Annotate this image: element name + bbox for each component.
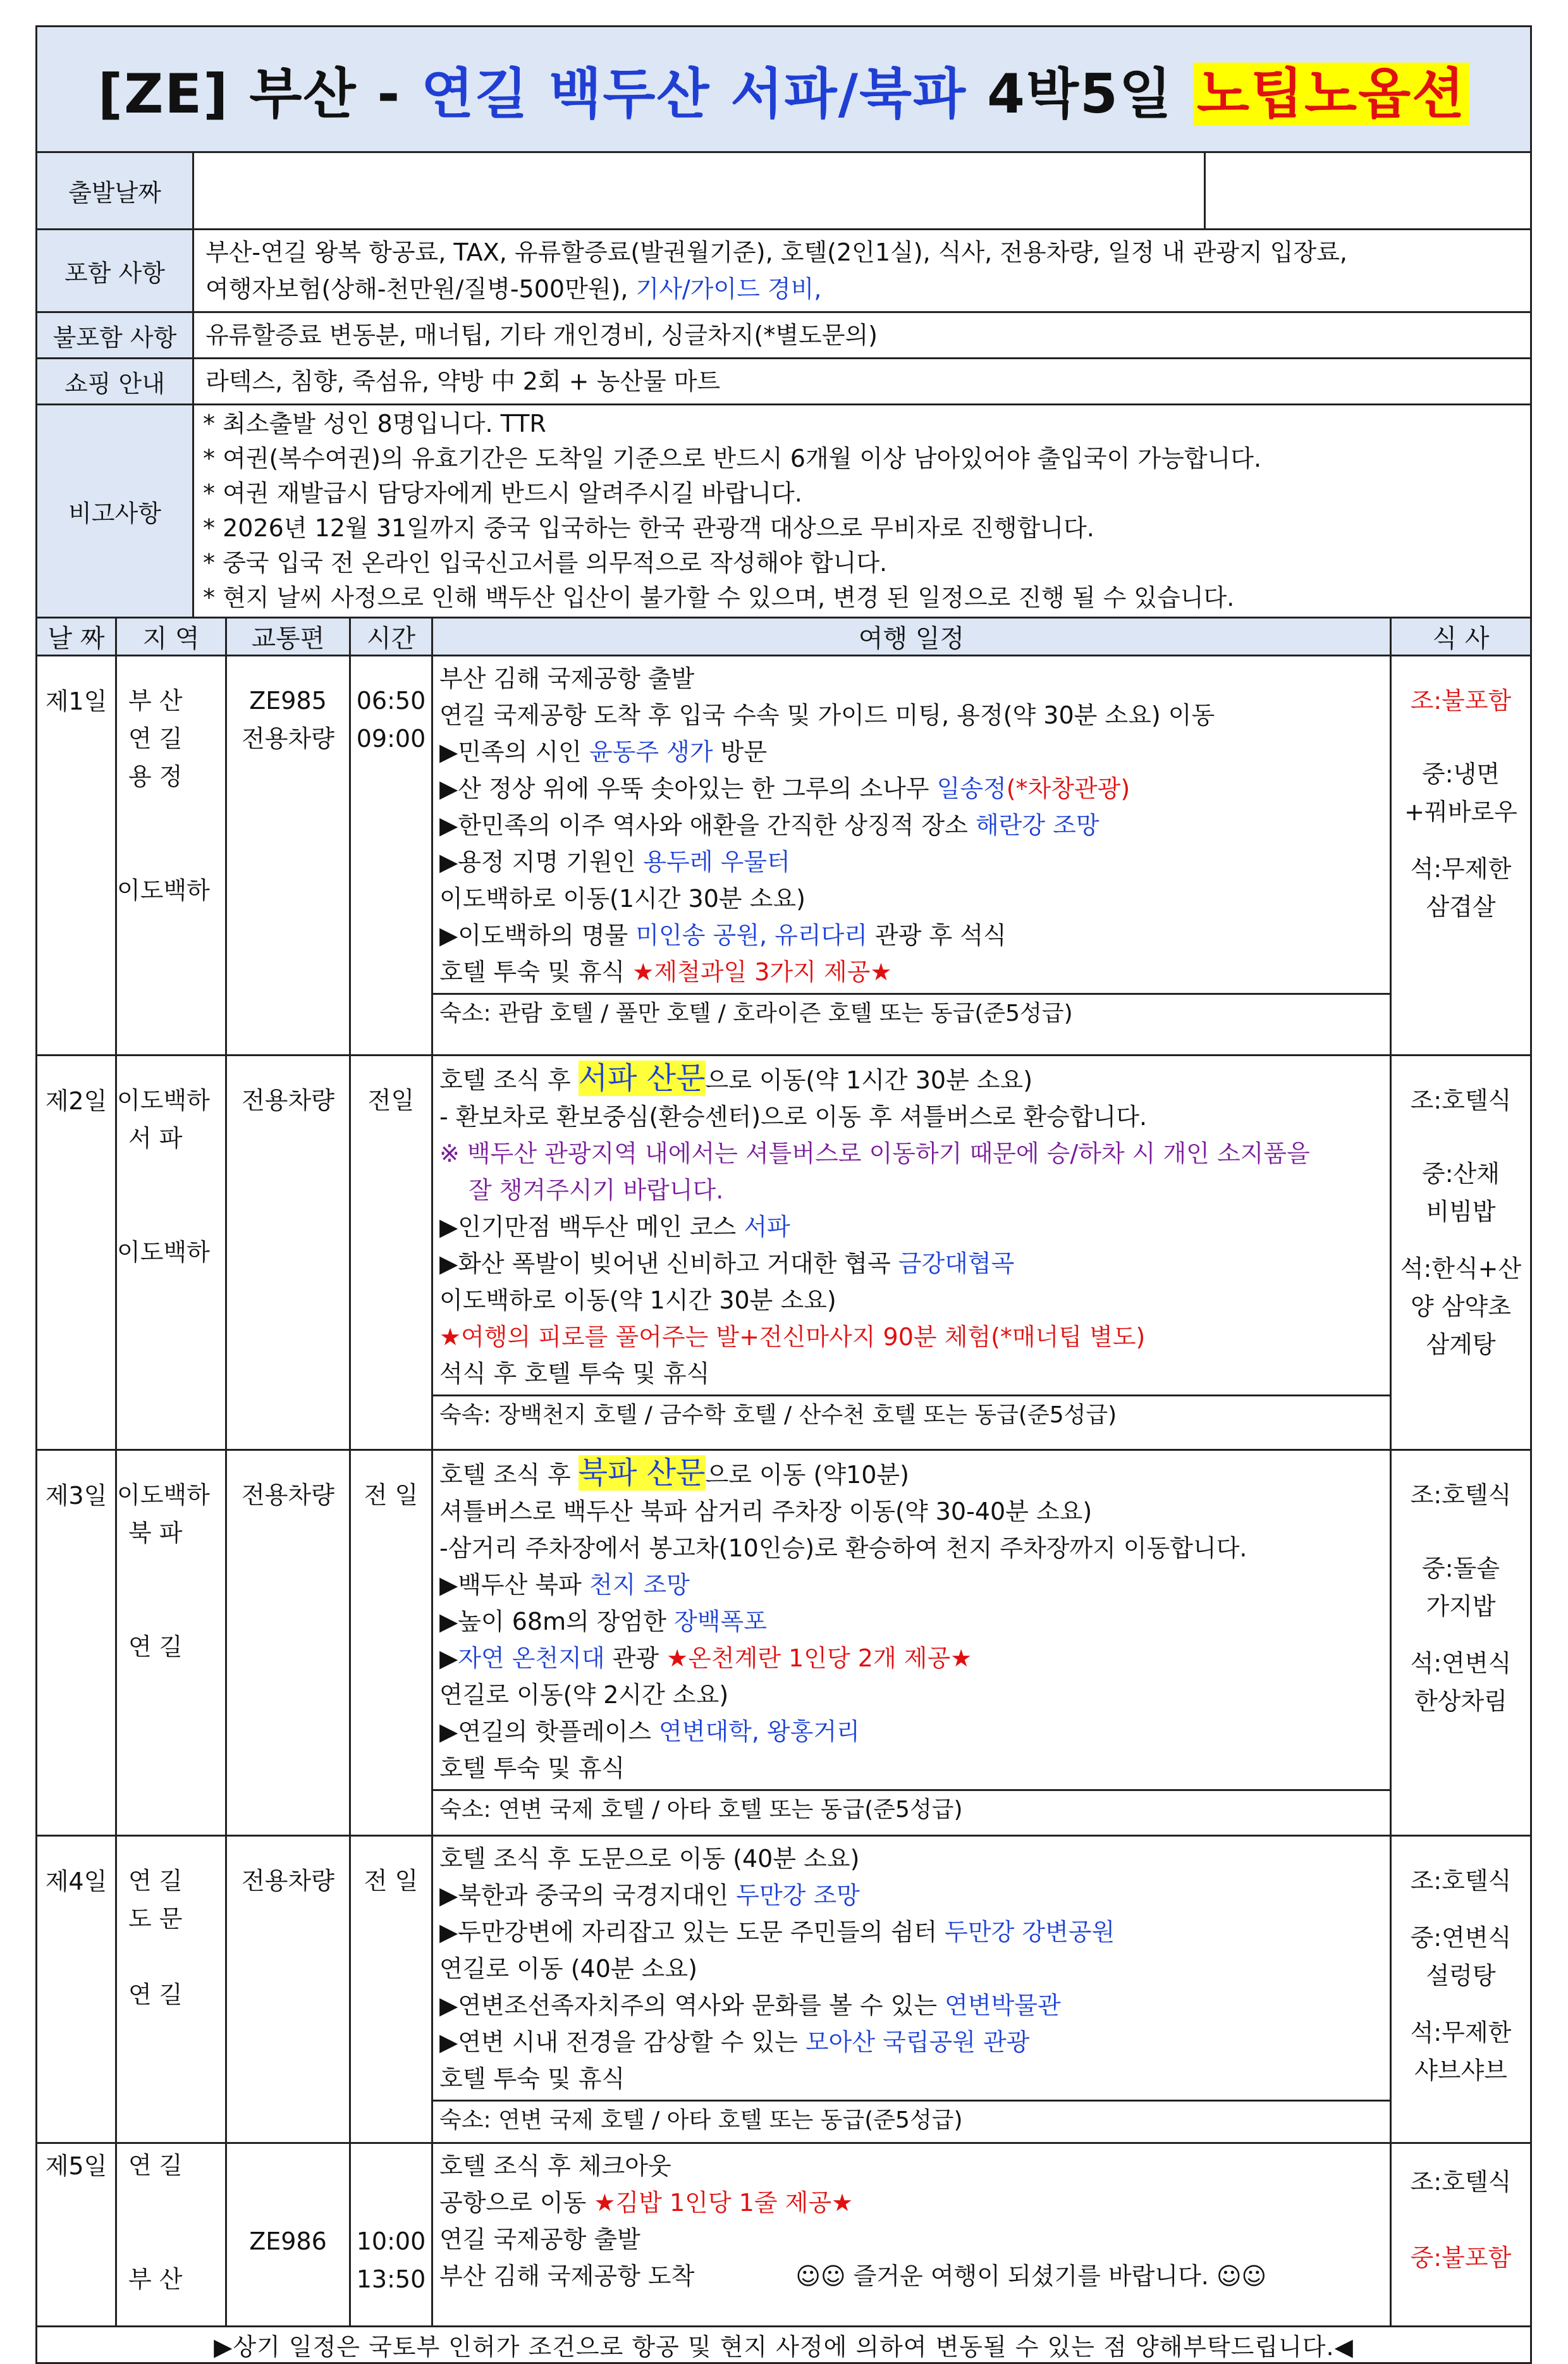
plan-line bbox=[439, 2258, 1383, 2294]
day-label: 제1일 bbox=[37, 656, 116, 1056]
region: 이도백하 bbox=[117, 1238, 210, 1266]
day-regions bbox=[116, 1836, 226, 2143]
title-bar bbox=[37, 27, 1531, 152]
plan-text: ▶연변조선족자치주의 역사와 문화를 볼 수 있는 bbox=[439, 1992, 945, 2019]
day-meals bbox=[1391, 1450, 1531, 1836]
plan-line bbox=[439, 1713, 1383, 1750]
meal-lunch: 설렁탕 bbox=[1426, 1962, 1496, 1990]
plan-text: ▶산 정상 위에 우뚝 솟아있는 한 그루의 소나무 bbox=[439, 775, 937, 803]
day-transport bbox=[226, 2143, 350, 2327]
plan-line bbox=[439, 807, 1383, 844]
plan-line bbox=[439, 844, 1383, 880]
plan-line bbox=[439, 1914, 1383, 1950]
day-row-1 bbox=[37, 656, 1531, 1056]
day-meals bbox=[1391, 1056, 1531, 1450]
shopping-label: 쇼핑 안내 bbox=[37, 359, 193, 405]
plan-text: ▶연변 시내 전경을 감상할 수 있는 bbox=[439, 2028, 805, 2056]
plan-text: 으로 이동(약 1시간 30분 소요) bbox=[705, 1066, 1033, 1094]
plan-highlight: 미인송 공원, 유리다리 bbox=[635, 921, 867, 949]
transport-mode: 전용차량 bbox=[242, 725, 334, 753]
plan-text: ▶백두산 북파 bbox=[439, 1571, 589, 1599]
meal-dinner: 한상차림 bbox=[1414, 1687, 1507, 1715]
region: 연 길 bbox=[128, 2152, 183, 2179]
included-text: 여행자보험(상해-천만원/질병-500만원), bbox=[205, 275, 636, 303]
day-meals bbox=[1391, 2143, 1531, 2327]
plan-line: 부산 김해 국제공항 출발 bbox=[439, 665, 695, 693]
plan-text: ▶용정 지명 기원인 bbox=[439, 848, 644, 876]
meal-dinner: 석:한식+산 bbox=[1400, 1255, 1522, 1283]
remark-item: * 여권(복수여권)의 유효기간은 도착일 기준으로 반드시 6개월 이상 남아있어야 출입국이 가능합니다. bbox=[203, 445, 1262, 472]
region: 이도백하 bbox=[117, 877, 210, 904]
plan-text: 공항으로 이동 bbox=[439, 2189, 594, 2217]
meal-lunch: 비빔밥 bbox=[1426, 1198, 1496, 1226]
plan-warning: ※ 백두산 관광지역 내에서는 셔틀버스로 이동하기 때문에 승/하차 시 개인 소지품을 bbox=[439, 1140, 1310, 1167]
included-highlight: 기사/가이드 경비, bbox=[635, 275, 822, 303]
title-destination: 연길 백두산 서파/북파 bbox=[421, 63, 967, 126]
plan-highlight: 서파 bbox=[744, 1213, 790, 1241]
plan-text: ▶연길의 핫플레이스 bbox=[439, 1718, 659, 1745]
day-label: 제2일 bbox=[37, 1056, 116, 1450]
day-regions bbox=[116, 2143, 226, 2327]
plan-highlight: 천지 조망 bbox=[589, 1571, 690, 1599]
plan-line: 셔틀버스로 백두산 북파 삼거리 주차장 이동(약 30-40분 소요) bbox=[439, 1498, 1093, 1525]
included-line: 부산-연길 왕복 항공료, TAX, 유류할증료(발권월기준), 호텔(2인1실), 식사, 전용차량, 일정 내 관광지 입장료, bbox=[205, 238, 1347, 266]
plan-text: 관광 bbox=[604, 1644, 667, 1672]
day-regions bbox=[116, 656, 226, 1056]
plan-line: 이도백하로 이동(1시간 30분 소요) bbox=[439, 885, 805, 913]
plan-line: 석식 후 호텔 투숙 및 휴식 bbox=[439, 1360, 710, 1388]
day-plan bbox=[432, 1836, 1391, 2143]
region: 연 길 bbox=[128, 1633, 183, 1661]
region: 서 파 bbox=[128, 1124, 183, 1152]
plan-highlight: 자연 온천지대 bbox=[458, 1644, 605, 1672]
day-row-2 bbox=[37, 1056, 1531, 1450]
plan-bonus: ★제철과일 3가지 제공★ bbox=[632, 958, 892, 986]
col-meal: 식 사 bbox=[1391, 618, 1531, 656]
departure-label: 출발날짜 bbox=[37, 152, 193, 230]
title-duration: 4박5일 bbox=[967, 63, 1193, 126]
plan-bonus: ★여행의 피로를 풀어주는 발+전신마사지 90분 체험(*매너팁 별도) bbox=[439, 1323, 1146, 1351]
lodging-line: 숙소: 연변 국제 호텔 / 아타 호텔 또는 동급(준5성급) bbox=[433, 1789, 1390, 1829]
remarks-list bbox=[193, 405, 1531, 618]
departure-extra bbox=[1205, 152, 1531, 230]
plan-text: 호텔 조식 후 bbox=[439, 1066, 579, 1094]
plan-highlight: 용두레 우물터 bbox=[643, 848, 790, 876]
plan-line: 호텔 투숙 및 휴식 bbox=[439, 1754, 625, 1782]
included-label: 포함 사항 bbox=[37, 230, 193, 312]
day-regions bbox=[116, 1056, 226, 1450]
plan-line bbox=[439, 734, 1383, 770]
day-row-4 bbox=[37, 1836, 1531, 2143]
plan-text: ▶민족의 시인 bbox=[439, 738, 589, 766]
excluded-value: 유류할증료 변동분, 매너팁, 기타 개인경비, 싱글차지(*별도문의) bbox=[193, 312, 1531, 359]
shopping-value: 라텍스, 침향, 죽섬유, 약방 中 2회 + 농산물 마트 bbox=[193, 359, 1531, 405]
region: 연 길 bbox=[128, 1867, 183, 1895]
plan-note: (*차창관광) bbox=[1006, 775, 1130, 803]
plan-text: ▶북한과 중국의 국경지대인 bbox=[439, 1881, 737, 1909]
plan-highlight: 연변대학, 왕홍거리 bbox=[659, 1718, 860, 1745]
meal-lunch: +꿔바로우 bbox=[1404, 798, 1517, 826]
remark-item: * 최소출발 성인 8명입니다. TTR bbox=[203, 410, 546, 438]
plan-highlight: 두만강 조망 bbox=[736, 1881, 860, 1909]
meal-dinner: 석:무제한 bbox=[1410, 2019, 1512, 2047]
plan-line bbox=[439, 1567, 1383, 1603]
plan-highlight: 장백폭포 bbox=[674, 1608, 767, 1635]
day-label: 제4일 bbox=[37, 1836, 116, 2143]
region: 부 산 bbox=[128, 2265, 183, 2293]
time: 전 일 bbox=[350, 1450, 432, 1836]
plan-text: 호텔 투숙 및 휴식 bbox=[439, 958, 633, 986]
plan-highlight: 윤동주 생가 bbox=[589, 738, 713, 766]
col-region: 지 역 bbox=[116, 618, 226, 656]
plan-line: 연길로 이동(약 2시간 소요) bbox=[439, 1681, 729, 1709]
day-meals bbox=[1391, 1836, 1531, 2143]
page-title bbox=[98, 63, 1469, 126]
plan-text: ▶ bbox=[439, 1644, 458, 1672]
plan-line bbox=[439, 1603, 1383, 1640]
column-header-row bbox=[37, 618, 1531, 656]
meal-dinner: 샤브샤브 bbox=[1414, 2057, 1507, 2084]
region: 도 문 bbox=[128, 1905, 183, 1933]
meal-lunch: 중:냉면 bbox=[1422, 760, 1500, 788]
plan-text: ▶두만강변에 자리잡고 있는 도문 주민들의 쉼터 bbox=[439, 1918, 945, 1946]
day-regions bbox=[116, 1450, 226, 1836]
col-day: 날 짜 bbox=[37, 618, 116, 656]
plan-line bbox=[439, 1455, 1383, 1493]
plan-highlight: 해란강 조망 bbox=[975, 811, 1099, 839]
meal-dinner: 석:무제한 bbox=[1410, 855, 1512, 883]
day-plan bbox=[432, 1450, 1391, 1836]
plan-line bbox=[439, 954, 1383, 990]
meal-breakfast: 조:호텔식 bbox=[1410, 1867, 1512, 1895]
col-transport: 교통편 bbox=[226, 618, 350, 656]
plan-highlight: 일송정 bbox=[936, 775, 1007, 803]
plan-gate-highlight: 서파 산문 bbox=[578, 1061, 706, 1096]
included-value bbox=[193, 230, 1531, 312]
plan-line: 연길 국제공항 도착 후 입국 수속 및 가이드 미팅, 용정(약 30분 소요) 이동 bbox=[439, 701, 1215, 729]
lodging-line: 숙소: 연변 국제 호텔 / 아타 호텔 또는 동급(준5성급) bbox=[433, 2100, 1390, 2139]
plan-line: 연길 국제공항 출발 bbox=[439, 2225, 640, 2253]
lodging-line: 숙소: 관람 호텔 / 풀만 호텔 / 호라이즌 호텔 또는 동급(준5성급) bbox=[433, 993, 1390, 1033]
region: 이도백하 bbox=[117, 1087, 210, 1114]
region: 용 정 bbox=[128, 763, 183, 791]
time: 전 일 bbox=[350, 1836, 432, 2143]
plan-line bbox=[439, 1060, 1383, 1099]
transport-mode: 전용차량 bbox=[226, 1450, 350, 1836]
time: 06:50 bbox=[356, 687, 426, 715]
meal-lunch: 중:불포함 bbox=[1410, 2244, 1512, 2272]
day-label: 제3일 bbox=[37, 1450, 116, 1836]
time: 전일 bbox=[350, 1056, 432, 1450]
region: 연 길 bbox=[128, 1981, 183, 2009]
plan-text: ▶한민족의 이주 역사와 애환을 간직한 상징적 장소 bbox=[439, 811, 976, 839]
itinerary-sheet bbox=[35, 25, 1530, 2364]
meal-breakfast: 조:호텔식 bbox=[1410, 2168, 1512, 2196]
region: 부 산 bbox=[128, 687, 183, 715]
remark-item: * 중국 입국 전 온라인 입국신고서를 의무적으로 작성해야 합니다. bbox=[203, 549, 888, 577]
day-times bbox=[350, 656, 432, 1056]
remark-item: * 2026년 12월 31일까지 중국 입국하는 한국 관광객 대상으로 무비자로 진행합니다. bbox=[203, 514, 1094, 542]
region: 북 파 bbox=[128, 1519, 183, 1547]
plan-text: 방문 bbox=[713, 738, 768, 766]
day-transport bbox=[226, 656, 350, 1056]
plan-warning: 잘 챙겨주시기 바랍니다. bbox=[469, 1176, 724, 1204]
plan-text: 관광 후 석식 bbox=[867, 921, 1007, 949]
plan-line: 호텔 투숙 및 휴식 bbox=[439, 2065, 625, 2093]
plan-gate-highlight: 북파 산문 bbox=[578, 1455, 706, 1491]
plan-line bbox=[439, 1987, 1383, 2024]
meal-dinner: 삼겹살 bbox=[1426, 893, 1496, 921]
plan-line bbox=[439, 1640, 1383, 1677]
transport-mode: 전용차량 bbox=[226, 1836, 350, 2143]
day-plan bbox=[432, 2143, 1391, 2327]
plan-highlight: 금강대협곡 bbox=[898, 1250, 1015, 1277]
title-prefix: [ZE] 부산 - bbox=[97, 63, 422, 126]
farewell-message: ☺☺ 즐거운 여행이 되셨기를 바랍니다. ☺☺ bbox=[795, 2262, 1267, 2290]
meal-lunch: 중:산채 bbox=[1422, 1160, 1500, 1188]
region: 연 길 bbox=[128, 725, 183, 753]
footer-notice: ▶상기 일정은 국토부 인허가 조건으로 항공 및 현지 사정에 의하여 변동될 수 있는 점 양해부탁드립니다.◀ bbox=[37, 2327, 1531, 2363]
meal-lunch: 중:연변식 bbox=[1410, 1924, 1512, 1952]
plan-line: 호텔 조식 후 체크아웃 bbox=[439, 2152, 671, 2180]
plan-line bbox=[439, 1245, 1383, 1282]
day-times bbox=[350, 2143, 432, 2327]
itinerary-table bbox=[35, 617, 1532, 2364]
included-line bbox=[205, 271, 1519, 307]
time: 13:50 bbox=[356, 2265, 426, 2293]
plan-text: 호텔 조식 후 bbox=[439, 1461, 579, 1489]
plan-line bbox=[439, 1209, 1383, 1245]
meal-dinner: 삼계탕 bbox=[1426, 1331, 1496, 1358]
plan-line: 연길로 이동 (40분 소요) bbox=[439, 1955, 697, 1983]
flight-number: ZE986 bbox=[249, 2227, 327, 2255]
day-label: 제5일 bbox=[37, 2143, 116, 2327]
plan-line bbox=[439, 2024, 1383, 2060]
time: 09:00 bbox=[356, 725, 426, 753]
plan-bonus: ★온천계란 1인당 2개 제공★ bbox=[666, 1644, 972, 1672]
col-time: 시간 bbox=[350, 618, 432, 656]
day-meals bbox=[1391, 656, 1531, 1056]
plan-bonus: ★김밥 1인당 1줄 제공★ bbox=[594, 2189, 854, 2217]
plan-text: ▶화산 폭발이 빚어낸 신비하고 거대한 협곡 bbox=[439, 1250, 898, 1277]
plan-text: 으로 이동 (약10분) bbox=[705, 1461, 909, 1489]
plan-text: 부산 김해 국제공항 도착 bbox=[439, 2262, 695, 2290]
col-plan: 여행 일정 bbox=[432, 618, 1391, 656]
day-row-5 bbox=[37, 2143, 1531, 2327]
plan-text: ▶높이 68m의 장엄한 bbox=[439, 1608, 675, 1635]
departure-value bbox=[193, 152, 1205, 230]
meal-dinner: 석:연변식 bbox=[1410, 1649, 1512, 1677]
plan-text: ▶이도백하의 명물 bbox=[439, 921, 636, 949]
meal-lunch: 중:돌솥 bbox=[1422, 1554, 1500, 1582]
time: 10:00 bbox=[356, 2227, 426, 2255]
plan-text: ▶인기만점 백두산 메인 코스 bbox=[439, 1213, 744, 1241]
remark-item: * 여권 재발급시 담당자에게 반드시 알려주시길 바랍니다. bbox=[203, 479, 802, 507]
meal-lunch: 가지밥 bbox=[1426, 1592, 1496, 1620]
plan-line bbox=[439, 770, 1383, 807]
day-plan bbox=[432, 656, 1391, 1056]
plan-highlight: 두만강 강변공원 bbox=[945, 1918, 1115, 1946]
plan-line bbox=[439, 1877, 1383, 1914]
plan-line bbox=[439, 2184, 1383, 2221]
meal-breakfast: 조:불포함 bbox=[1410, 687, 1512, 715]
day-row-3 bbox=[37, 1450, 1531, 1836]
plan-line: 이도백하로 이동(약 1시간 30분 소요) bbox=[439, 1286, 836, 1314]
transport-mode: 전용차량 bbox=[226, 1056, 350, 1450]
title-badge: 노팁노옵션 bbox=[1193, 63, 1469, 126]
plan-line: -삼거리 주차장에서 봉고차(10인승)로 환승하여 천지 주차장까지 이동합니다. bbox=[439, 1534, 1247, 1562]
flight-number: ZE985 bbox=[249, 687, 327, 715]
plan-highlight: 연변박물관 bbox=[945, 1992, 1061, 2019]
remark-item: * 현지 날씨 사정으로 인해 백두산 입산이 불가할 수 있으며, 변경 된 일정으로 진행 될 수 있습니다. bbox=[203, 584, 1235, 612]
lodging-line: 숙속: 장백천지 호텔 / 금수학 호텔 / 산수천 호텔 또는 동급(준5성급) bbox=[433, 1394, 1390, 1434]
plan-highlight: 모아산 국립공원 관광 bbox=[805, 2028, 1030, 2056]
plan-line: 호텔 조식 후 도문으로 이동 (40분 소요) bbox=[439, 1845, 860, 1873]
meal-dinner: 양 삼약초 bbox=[1411, 1293, 1511, 1321]
region: 이도백하 bbox=[117, 1481, 210, 1509]
remarks-label: 비고사항 bbox=[37, 405, 193, 618]
meal-breakfast: 조:호텔식 bbox=[1410, 1481, 1512, 1509]
excluded-label: 불포함 사항 bbox=[37, 312, 193, 359]
day-plan bbox=[432, 1056, 1391, 1450]
plan-line bbox=[439, 917, 1383, 954]
plan-line: - 환보차로 환보중심(환승센터)으로 이동 후 셔틀버스로 환승합니다. bbox=[439, 1103, 1148, 1131]
info-table bbox=[35, 25, 1532, 619]
meal-breakfast: 조:호텔식 bbox=[1410, 1087, 1512, 1114]
